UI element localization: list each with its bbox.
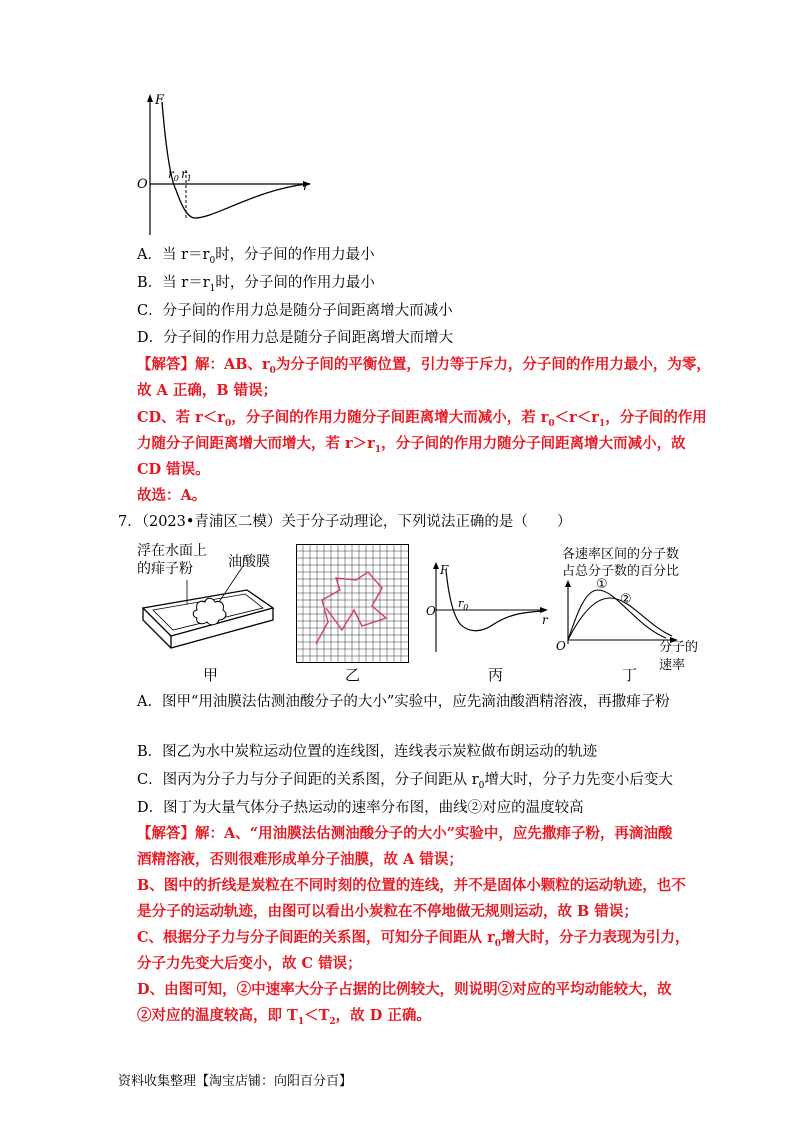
q7-option-d: D．图丁为大量气体分子热运动的速率分布图，曲线②对应的温度较高 xyxy=(137,800,584,816)
r0-label: r xyxy=(168,167,174,181)
fig-ding-xlabel-2: 速率 xyxy=(659,658,686,673)
axis-r-label: r xyxy=(303,179,310,194)
fig-yi-brownian-grid xyxy=(296,544,409,664)
q7-answer-line-7: D、由图可知，②中速率大分子占据的比例较大，则说明②对应的平均动能较大，故 xyxy=(137,981,672,998)
q6-option-d: D．分子间的作用力总是随分子间距离增大而增大 xyxy=(137,330,454,346)
page-footer: 资料收集整理【淘宝店铺：向阳百分百】 xyxy=(118,1074,353,1089)
q7-option-b: B．图乙为水中炭粒运动位置的连线图，连线表示炭粒做布朗运动的轨迹 xyxy=(137,744,598,760)
q6-answer-line-2: 故 A 正确，B 错误； xyxy=(137,382,278,399)
q6-answer-line-5: CD 错误。 xyxy=(137,461,210,478)
q7-answer-line-4: 是分子的运动轨迹，由图可以看出小炭粒在不停地做无规则运动，故 B 错误； xyxy=(137,903,638,920)
svg-text:r0: $r_0$ xyxy=(458,597,469,612)
fig-ding-curve-1-label: ① xyxy=(596,577,608,592)
q7-stem: 7．（2023•青浦区二模）关于分子动理论，下列说法正确的是（ ） xyxy=(118,514,572,530)
r1-label: r xyxy=(181,167,187,181)
q6-answer-line-6: 故选：A。 xyxy=(137,487,207,504)
q6-answer-line-3: CD、若 $r<r_0$，分子间的作用力随分子间距离增大而减小，若 $r_0<r<r_1$，分子间的作用 xyxy=(137,409,707,429)
fig-bing-caption: 丙 xyxy=(488,666,504,684)
q7-answer-line-3: B、图中的折线是炭粒在不同时刻的位置的连线，并不是固体小颗粒的运动轨迹，也不 xyxy=(137,877,686,894)
q7-answer-line-2: 酒精溶液，否则很难形成单分子油膜，故 A 错误； xyxy=(137,851,463,868)
q7-answer-line-5: C、根据分子力与分子间距的关系图，可知分子间距从 $r_0$增大时，分子力表现为引力， xyxy=(137,929,690,949)
force-distance-graph xyxy=(135,90,325,240)
fig-bing-force-graph xyxy=(424,560,554,655)
q7-answer-line-1: 【解答】解：A、“用油膜法估测油酸分子的大小”实验中，应先撒痱子粉，再滴油酸 xyxy=(137,825,673,842)
q6-answer-line-4: 力随分子间距离增大而增大，若 $r>r_1$，分子间的作用力随分子间距离增大而减小，故 xyxy=(137,435,686,455)
fig-jia-label-powder-2: 的痱子粉 xyxy=(137,561,193,577)
axis-f-label: F xyxy=(155,93,165,108)
origin-label: O xyxy=(137,177,148,192)
svg-text:r1: $r_1$ xyxy=(181,167,192,183)
q6-option-b: B．当 $r=r_1$时，分子间的作用力最小 xyxy=(137,275,375,294)
q7-option-c: C．图丙为分子力与分子间距的关系图，分子间距从 $r_0$增大时，分子力先变小后变大 xyxy=(137,772,673,791)
fig-jia-label-powder-1: 浮在水面上 xyxy=(137,543,207,559)
q6-answer-line-1: 【解答】解：AB、$r_0$为分子间的平衡位置，引力等于斥力，分子间的作用力最小，为零， xyxy=(137,356,711,376)
svg-text:O: O xyxy=(426,604,436,618)
fig-ding-title-2: 占总分子数的百分比 xyxy=(562,564,680,579)
svg-text:r: r xyxy=(542,613,548,627)
fig-ding-caption: 丁 xyxy=(622,666,638,684)
q7-answer-line-6: 分子力先变大后变小，故 C 错误； xyxy=(137,955,362,972)
svg-text:F: F xyxy=(440,563,449,577)
fig-jia-caption: 甲 xyxy=(203,666,219,684)
svg-text:O: O xyxy=(556,639,566,650)
fig-ding-xlabel-1: 分子的 xyxy=(659,640,699,655)
fig-jia-label-oil-film: 油酸膜 xyxy=(228,554,270,570)
fig-ding-title-1: 各速率区间的分子数 xyxy=(562,547,680,562)
q7-option-a: A．图甲“用油膜法估测油酸分子的大小”实验中，应先滴油酸酒精溶液，再撒痱子粉 xyxy=(137,694,670,710)
fig-ding-curve-2-label: ② xyxy=(620,592,632,607)
fig-yi-caption: 乙 xyxy=(345,666,361,684)
q7-answer-line-8: ②对应的温度较高，即 $T_1<T_2$，故 D 正确。 xyxy=(137,1007,431,1027)
svg-text:r0: $r_0$ xyxy=(168,167,179,183)
q6-option-a: A．当 $r=r_0$时，分子间的作用力最小 xyxy=(137,247,375,266)
q6-option-c: C．分子间的作用力总是随分子间距离增大而减小 xyxy=(137,303,453,319)
